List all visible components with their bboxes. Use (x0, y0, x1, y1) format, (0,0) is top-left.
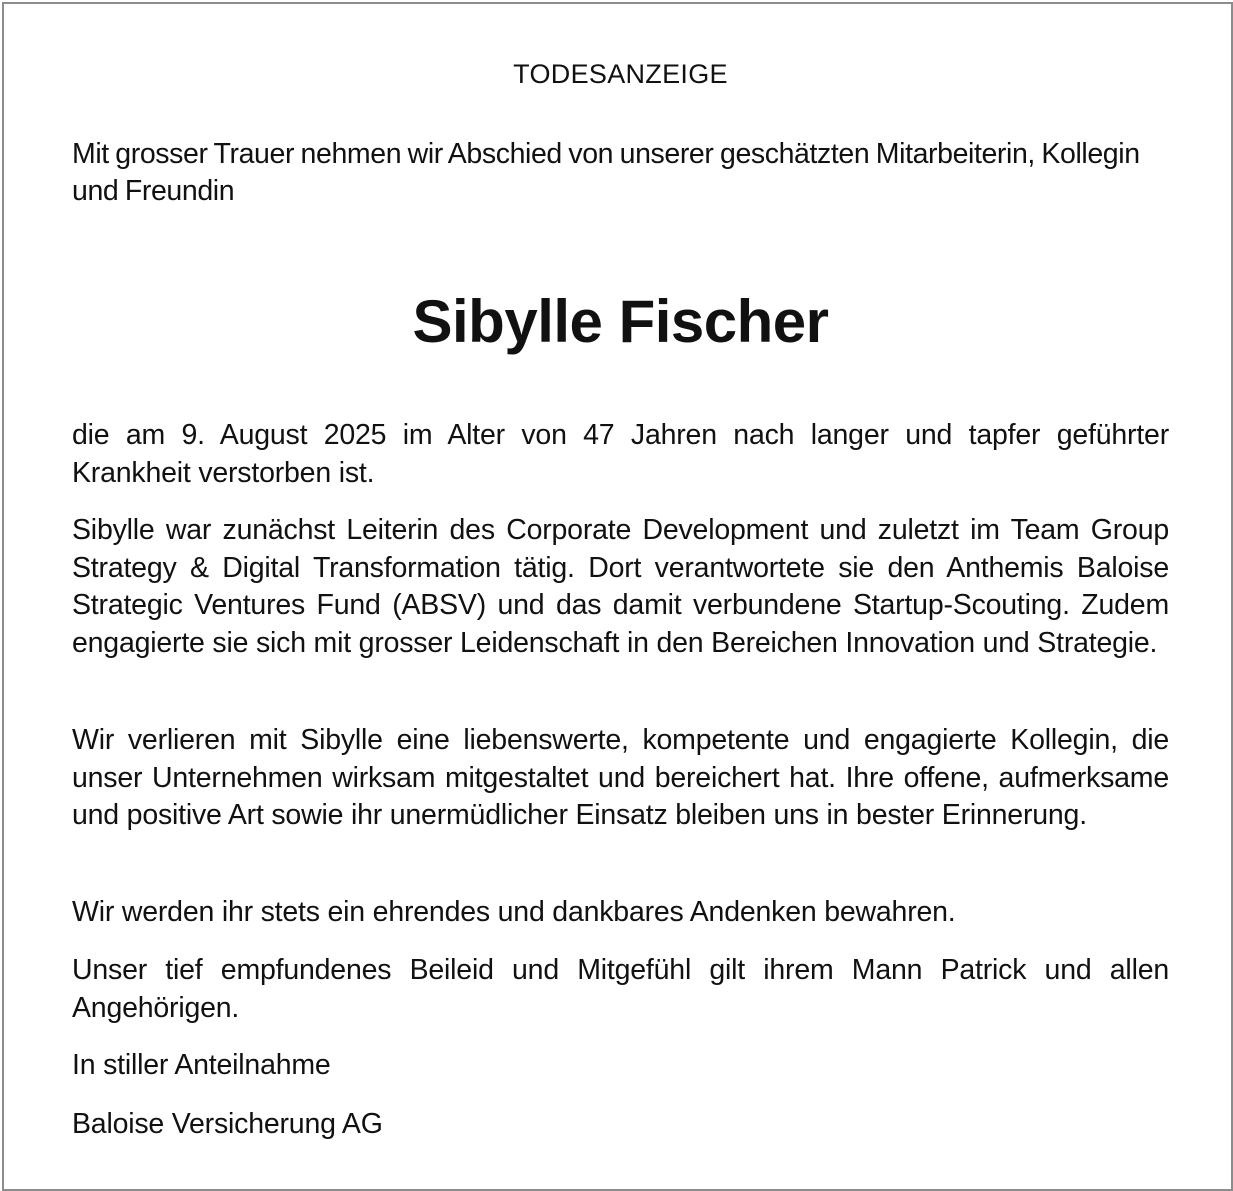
deceased-name: Sibylle Fischer (412, 288, 829, 355)
paragraph-condolences: Unser tief empfundenes Beileid und Mitgefühl gilt ihrem Mann Patrick und allen Angehörigen. (72, 954, 1169, 1024)
intro-text: Mit grosser Trauer nehmen wir Abschied von unserer geschätzten Mitarbeiterin, Kollegin und Freundin (72, 138, 1140, 207)
paragraph-tribute: Wir verlieren mit Sibylle eine liebenswerte, kompetente und engagierte Kollegin, die unser Unternehmen wirksam mitgestaltet und bereichert hat. Ihre offene, aufmerksame und positive Art sowie ihr unermüdlicher Einsatz bleiben uns in bester Erinnerung. (72, 724, 1169, 831)
paragraph-death-details: die am 9. August 2025 im Alter von 47 Jahren nach langer und tapfer geführter Krankheit verstorben ist. (72, 419, 1169, 489)
paragraph-career: Sibylle war zunächst Leiterin des Corporate Development und zuletzt im Team Group Strategy & Digital Transformation tätig. Dort verantwortete sie den Anthemis Baloise Strategic Ventures Fund (ABSV) und das damit verbundene Startup-Scouting. Zudem engagierte sie sich mit grosser Leidenschaft in den Bereichen Innovation und Strategie. (72, 514, 1169, 659)
closing-text: In stiller Anteilnahme (72, 1049, 331, 1081)
notice-heading: TODESANZEIGE (513, 59, 728, 89)
notice-frame (2, 2, 1233, 1191)
signature-text: Baloise Versicherung AG (72, 1108, 383, 1140)
paragraph-remembrance: Wir werden ihr stets ein ehrendes und dankbares Andenken bewahren. (72, 896, 956, 928)
